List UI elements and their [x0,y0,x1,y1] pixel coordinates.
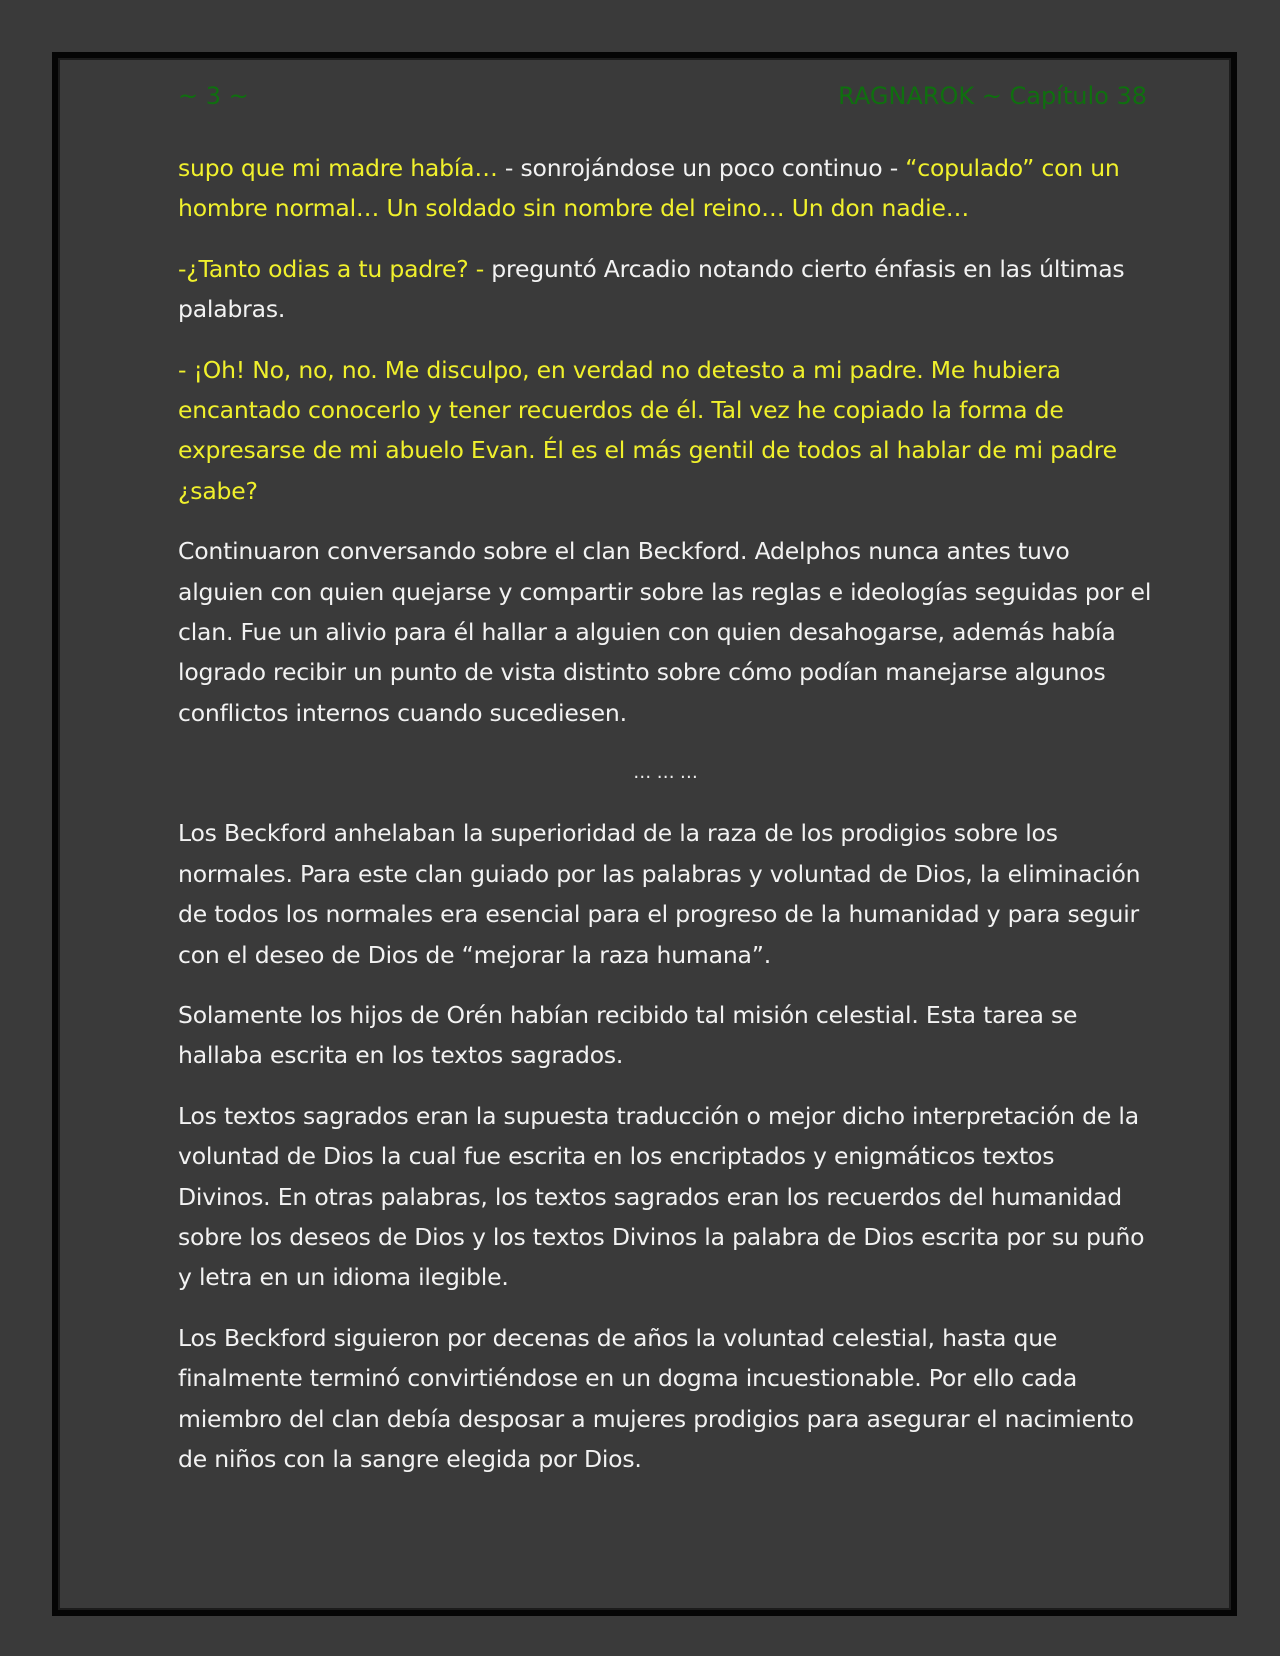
paragraph-narration-3: Solamente los hijos de Orén habían recibido tal misión celestial. Esta tarea se hallaba escrita en los textos sagrados. [178,1000,1078,1070]
narration-text: preguntó Arcadio notando cierto énfasis en las últimas palabras. [178,254,1125,324]
scene-separator: … … … [633,762,698,784]
paragraph-narration-5: Los Beckford siguieron por decenas de años la voluntad celestial, hasta que finalmente terminó convirtiéndose en un dogma incuestionable. Por ello cada miembro del clan debía desposar a mujeres prodigios para asegurar el nacimiento de niños con la sangre elegida por Dios. [178,1323,1134,1473]
dialogue-text: “copulado” con un hombre normal… Un soldado sin nombre del reino… Un don nadie… [178,154,1120,223]
paragraph-narration-2: Los Beckford anhelaban la superioridad de la raza de los prodigios sobre los normales. Para este clan guiado por las palabras y voluntad de Dios, la eliminación de todos los normales era esencial para el progreso de la humanidad y para seguir con el deseo de Dios de “mejorar la raza humana”. [178,819,1141,969]
narration-text: - sonrojándose un poco continuo - [497,154,906,182]
dialogue-text: -¿Tanto odias a tu padre? - [178,254,492,283]
page-header [178,82,1147,122]
chapter-title: RAGNAROK ~ Capítulo 38 [838,82,1147,110]
paragraph-dialogue-2 [178,249,1153,330]
paragraph-narration-1: Continuaron conversando sobre el clan Beckford. Adelphos nunca antes tuvo alguien con quien quejarse y compartir sobre las reglas e ideologías seguidas por el clan. Fue un alivio para él hallar a alguien con quien desahogarse, además había logrado recibir un punto de vista distinto sobre cómo podían manejarse algunos conflictos internos cuando sucediesen. [178,537,1152,727]
dialogue-text: supo que mi madre había… [178,154,498,182]
document-page [52,52,1237,1616]
paragraph-narration-4: Los textos sagrados eran la supuesta traducción o mejor dicho interpretación de la voluntad de Dios la cual fue escrita en los encriptados y enigmáticos textos Divinos. En otras palabras, los textos sagrados eran los recuerdos del humanidad sobre los deseos de Dios y los textos Divinos la palabra de Dios escrita por su puño y letra en un idioma ilegible. [178,1101,1145,1292]
page-number: ~ 3 ~ [178,82,249,110]
paragraph-dialogue-1 [178,148,1153,229]
page-body [178,148,1153,1499]
paragraph-dialogue-3: - ¡Oh! No, no, no. Me disculpo, en verdad no detesto a mi padre. Me hubiera encantado conocerlo y tener recuerdos de él. Tal vez he copiado la forma de expresarse de mi abuelo Evan. Él es el más gentil de todos al hablar de mi padre ¿sabe? [178,355,1117,505]
